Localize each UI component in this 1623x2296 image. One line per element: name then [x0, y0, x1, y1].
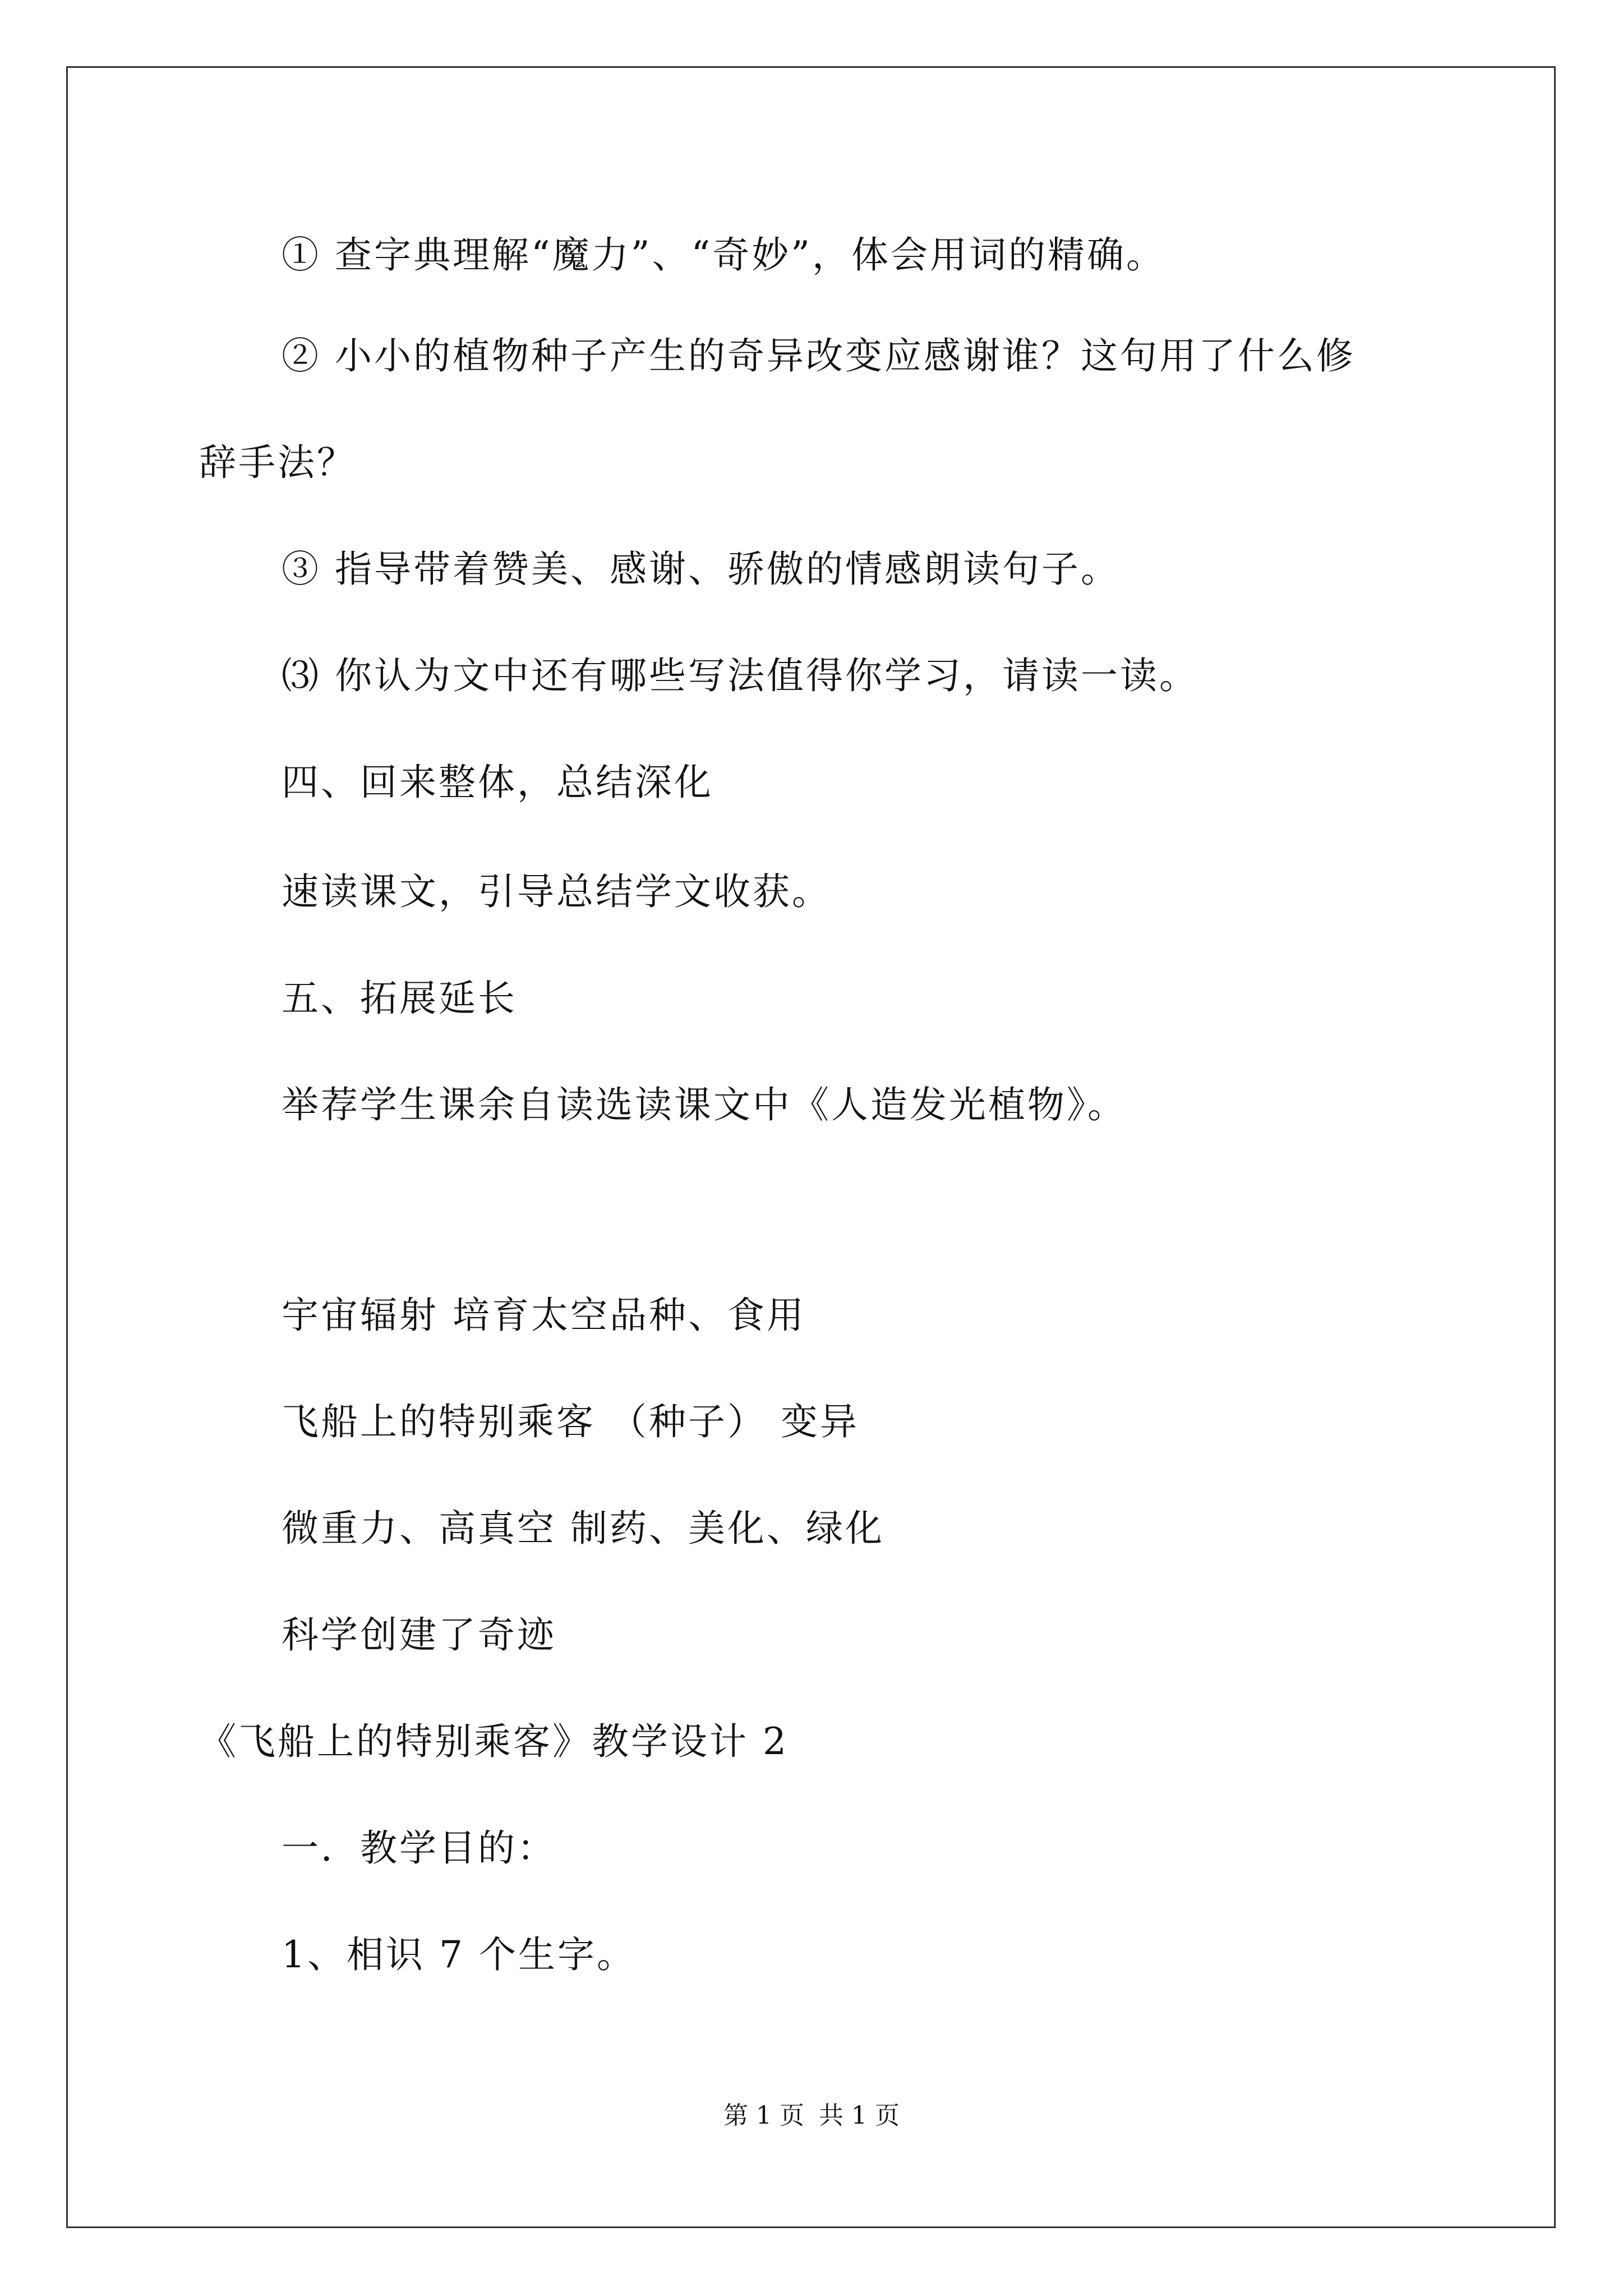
paragraph-objective-1: 1、相识 7 个生字。	[282, 1933, 636, 1976]
board-line-2: 飞船上的特别乘客 （种子） 变异	[282, 1400, 859, 1443]
board-line-4: 科学创建了奇迹	[282, 1613, 556, 1657]
paragraph-question-thanks: ② 小小的植物种子产生的奇异改变应感谢谁？这句用了什么修	[282, 334, 1355, 378]
paragraph-writing-methods: ⑶ 你认为文中还有哪些写法值得你学习，请读一读。	[282, 654, 1198, 697]
paragraph-reading-guidance: ③ 指导带着赞美、感谢、骄傲的情感朗读句子。	[282, 547, 1120, 591]
page-footer	[0, 2099, 1623, 2133]
paragraph-dictionary-task: ① 查字典理解“魔力”、“奇妙”，体会用词的精确。	[282, 233, 1165, 277]
paragraph-question-continued: 辞手法？	[199, 441, 356, 484]
section-heading-five: 五、拓展延长	[282, 977, 517, 1020]
section-heading-four: 四、回来整体，总结深化	[282, 761, 713, 804]
paragraph-summary: 速读课文，引导总结学文收获。	[282, 870, 831, 913]
section-heading-objectives: 一．教学目的：	[282, 1826, 556, 1870]
document-title: 《飞船上的特别乘客》教学设计 2	[199, 1720, 789, 1763]
paragraph-recommendation: 举荐学生课余自读选读课文中《人造发光植物》。	[282, 1083, 1127, 1126]
page-number-label: 第 1 页	[723, 2101, 804, 2130]
page-frame	[66, 66, 1556, 2228]
page-total-label: 共 1 页	[819, 2101, 900, 2130]
board-line-3: 微重力、高真空 制药、美化、绿化	[282, 1507, 884, 1550]
board-line-1: 宇宙辐射 培育太空品种、食用	[282, 1294, 806, 1337]
